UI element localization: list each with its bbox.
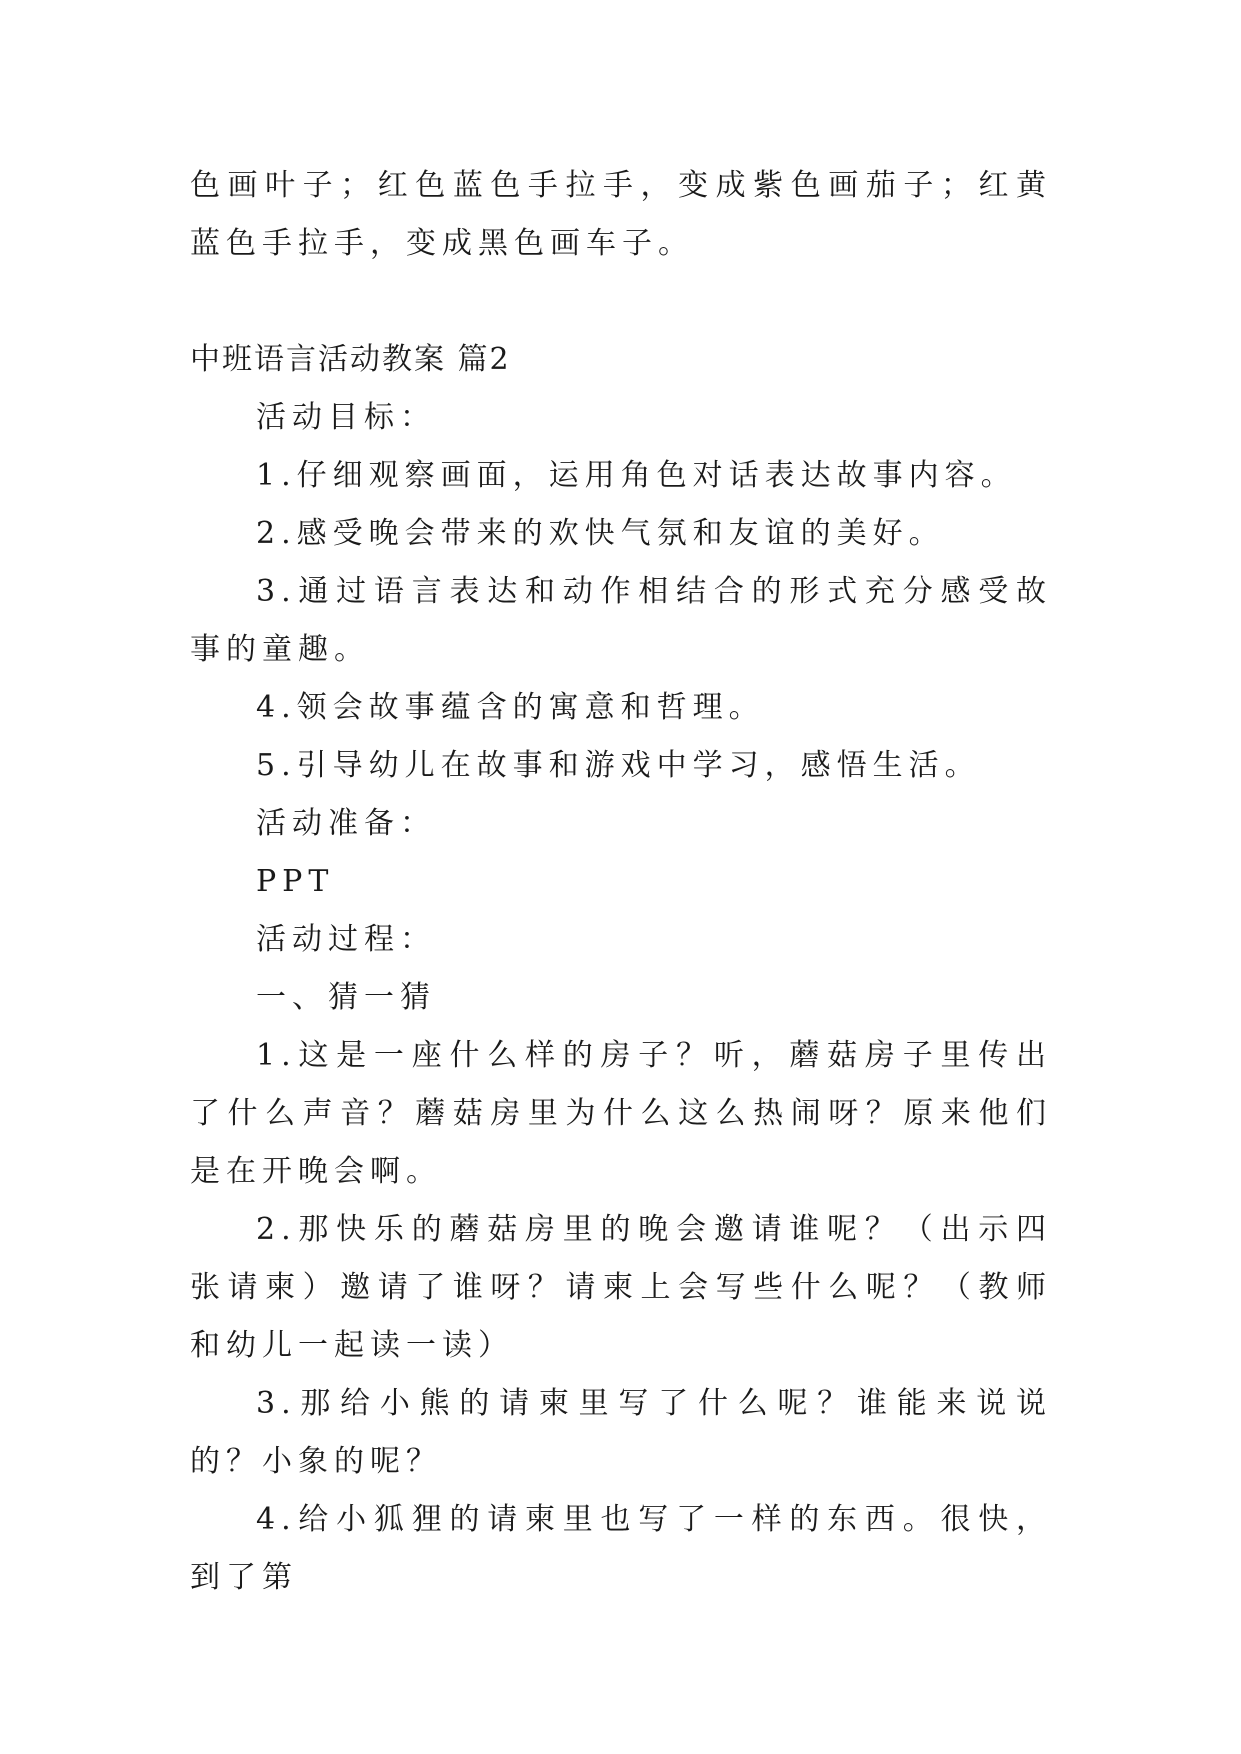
paragraph-process-heading: 活动过程： <box>256 922 436 957</box>
paragraph-preparation-heading: 活动准备： <box>256 806 436 841</box>
paragraph-objective-2: 2.感受晚会带来的欢快气氛和友谊的美好。 <box>256 516 945 551</box>
paragraph-objectives-heading: 活动目标： <box>256 400 436 435</box>
paragraph-step-3: 3.那给小熊的请柬里写了什么呢？谁能来说说的？小象的呢？ <box>190 1386 1052 1479</box>
paragraph-objective-5: 5.引导幼儿在故事和游戏中学习，感悟生活。 <box>256 748 981 783</box>
paragraph-objective-3: 3.通过语言表达和动作相结合的形式充分感受故事的童趣。 <box>190 574 1052 667</box>
paragraph-step-one-heading: 一、猜一猜 <box>256 980 436 1015</box>
paragraph-objective-4: 4.领会故事蕴含的寓意和哲理。 <box>256 690 765 725</box>
paragraph-step-4: 4.给小狐狸的请柬里也写了一样的东西。很快，到了第 <box>190 1502 1052 1595</box>
continued-paragraph: 色画叶子；红色蓝色手拉手，变成紫色画茄子；红黄蓝色手拉手，变成黑色画车子。 <box>190 168 1052 261</box>
section-body <box>190 389 1052 1607</box>
paragraph-preparation-item: PPT <box>256 864 335 899</box>
paragraph-step-1: 1.这是一座什么样的房子？听，蘑菇房子里传出了什么声音？蘑菇房里为什么这么热闹呀？原来他们是在开晚会啊。 <box>190 1038 1052 1189</box>
paragraph-objective-1: 1.仔细观察画面，运用角色对话表达故事内容。 <box>256 458 1017 493</box>
paragraph-step-2: 2.那快乐的蘑菇房里的晚会邀请谁呢？（出示四张请柬）邀请了谁呀？请柬上会写些什么呢？（教师和幼儿一起读一读） <box>190 1212 1052 1363</box>
section-title: 中班语言活动教案 篇2 <box>190 342 511 377</box>
